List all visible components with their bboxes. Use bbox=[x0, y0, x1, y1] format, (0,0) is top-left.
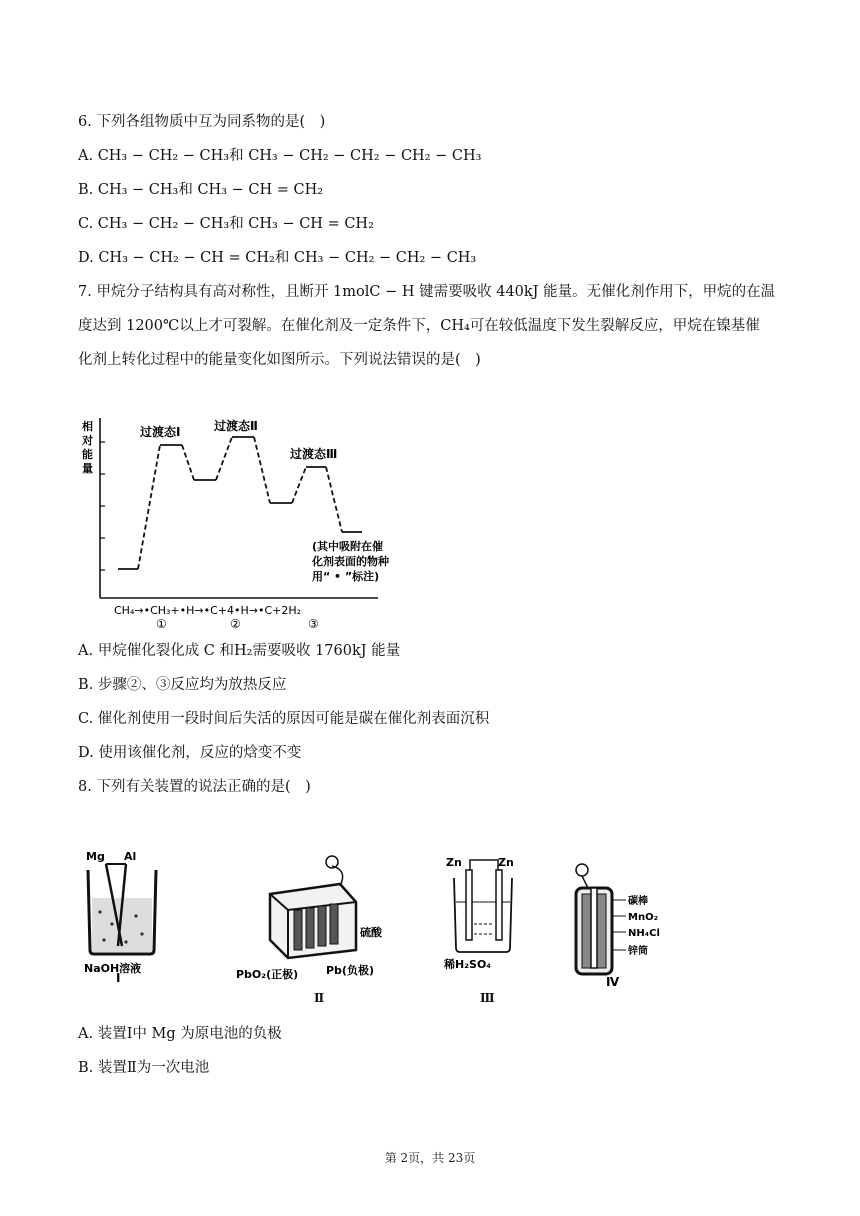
step-3-label: ③ bbox=[308, 617, 319, 631]
device-4-label-carbon-rod: 碳棒 bbox=[628, 896, 648, 907]
device-3-label-zn-left: Zn bbox=[446, 856, 462, 869]
device-4-numeral: Ⅳ bbox=[606, 975, 620, 988]
q8-option-a: A. 装置Ⅰ中 Mg 为原电池的负极 bbox=[78, 1026, 282, 1042]
device-2-label-acid: 硫酸 bbox=[360, 926, 382, 939]
y-label-3: 能 bbox=[82, 448, 93, 461]
diagram-note-1: (其中吸附在催 bbox=[312, 540, 384, 553]
page-footer: 第 2页，共 23页 bbox=[384, 1151, 476, 1165]
energy-diagram bbox=[78, 412, 398, 634]
q6-option-c: C. CH₃ − CH₂ − CH₃和 CH₃ − CH = CH₂ bbox=[78, 216, 374, 232]
transition-state-3: 过渡态Ⅲ bbox=[290, 447, 338, 461]
device-3-zinc-cell bbox=[440, 852, 530, 982]
q7-stem-line-2: 度达到 1200℃以上才可裂解。在催化剂及一定条件下，CH₄可在较低温度下发生裂解反应，甲烷在镍基催 bbox=[78, 318, 760, 334]
y-label-2: 对 bbox=[82, 434, 93, 447]
device-1-solution: NaOH溶液 bbox=[84, 962, 142, 975]
q7-option-d: D. 使用该催化剂，反应的焓变不变 bbox=[78, 745, 302, 761]
device-1-numeral: Ⅰ bbox=[116, 971, 121, 982]
q6-option-d: D. CH₃ − CH₂ − CH = CH₂和 CH₃ − CH₂ − CH₂ − CH₃ bbox=[78, 250, 477, 266]
device-4-dry-cell bbox=[566, 858, 676, 988]
step-2-label: ② bbox=[230, 617, 241, 631]
diagram-note-2: 化剂表面的物种 bbox=[312, 555, 389, 568]
diagram-note-3: 用“ • ”标注) bbox=[312, 570, 380, 583]
device-2-numeral: Ⅱ bbox=[314, 991, 325, 1005]
device-2-lead-battery bbox=[236, 850, 396, 984]
device-1-beaker bbox=[78, 842, 188, 982]
q8-stem: 8. 下列有关装置的说法正确的是( ) bbox=[78, 779, 311, 795]
device-4-label-nh4cl: NH₄Cl bbox=[628, 928, 660, 939]
device-2-label-pb: Pb(负极) bbox=[326, 964, 374, 977]
y-label-4: 量 bbox=[82, 462, 93, 475]
device-2-label-pbo2: PbO₂(正极) bbox=[236, 968, 299, 981]
transition-state-2: 过渡态Ⅱ bbox=[214, 419, 258, 433]
step-1-label: ① bbox=[156, 617, 167, 631]
transition-state-1: 过渡态Ⅰ bbox=[140, 425, 181, 439]
device-1-label-mg: Mg bbox=[86, 850, 105, 863]
q6-option-b: B. CH₃ − CH₃和 CH₃ − CH = CH₂ bbox=[78, 182, 324, 198]
q7-option-c: C. 催化剂使用一段时间后失活的原因可能是碳在催化剂表面沉积 bbox=[78, 711, 490, 727]
device-4-label-mno2: MnO₂ bbox=[628, 912, 658, 923]
device-3-solution: 稀H₂SO₄ bbox=[444, 958, 492, 971]
q7-stem-line-1: 7. 甲烷分子结构具有高对称性，且断开 1molC − H 键需要吸收 440kJ 能量。无催化剂作用下，甲烷的在温 bbox=[78, 284, 776, 300]
device-3-label-zn-right: Zn bbox=[498, 856, 514, 869]
device-4-label-zinc-can: 锌筒 bbox=[628, 946, 648, 957]
q6-stem: 6. 下列各组物质中互为同系物的是( ) bbox=[78, 114, 326, 130]
device-1-label-al: Al bbox=[124, 850, 137, 863]
q8-option-b: B. 装置Ⅱ为一次电池 bbox=[78, 1060, 210, 1076]
q7-option-b: B. 步骤②、③反应均为放热反应 bbox=[78, 677, 287, 693]
y-label-1: 相 bbox=[82, 420, 93, 433]
device-3-numeral: Ⅲ bbox=[480, 991, 495, 1005]
reaction-path-label: CH₄→•CH₃+•H→•C+4•H→•C+2H₂ bbox=[114, 604, 302, 617]
q7-stem-line-3: 化剂上转化过程中的能量变化如图所示。下列说法错误的是( ) bbox=[78, 352, 481, 368]
q6-option-a: A. CH₃ − CH₂ − CH₃和 CH₃ − CH₂ − CH₂ − CH₂ − CH₃ bbox=[78, 148, 482, 164]
q7-option-a: A. 甲烷催化裂化成 C 和H₂需要吸收 1760kJ 能量 bbox=[78, 643, 401, 659]
